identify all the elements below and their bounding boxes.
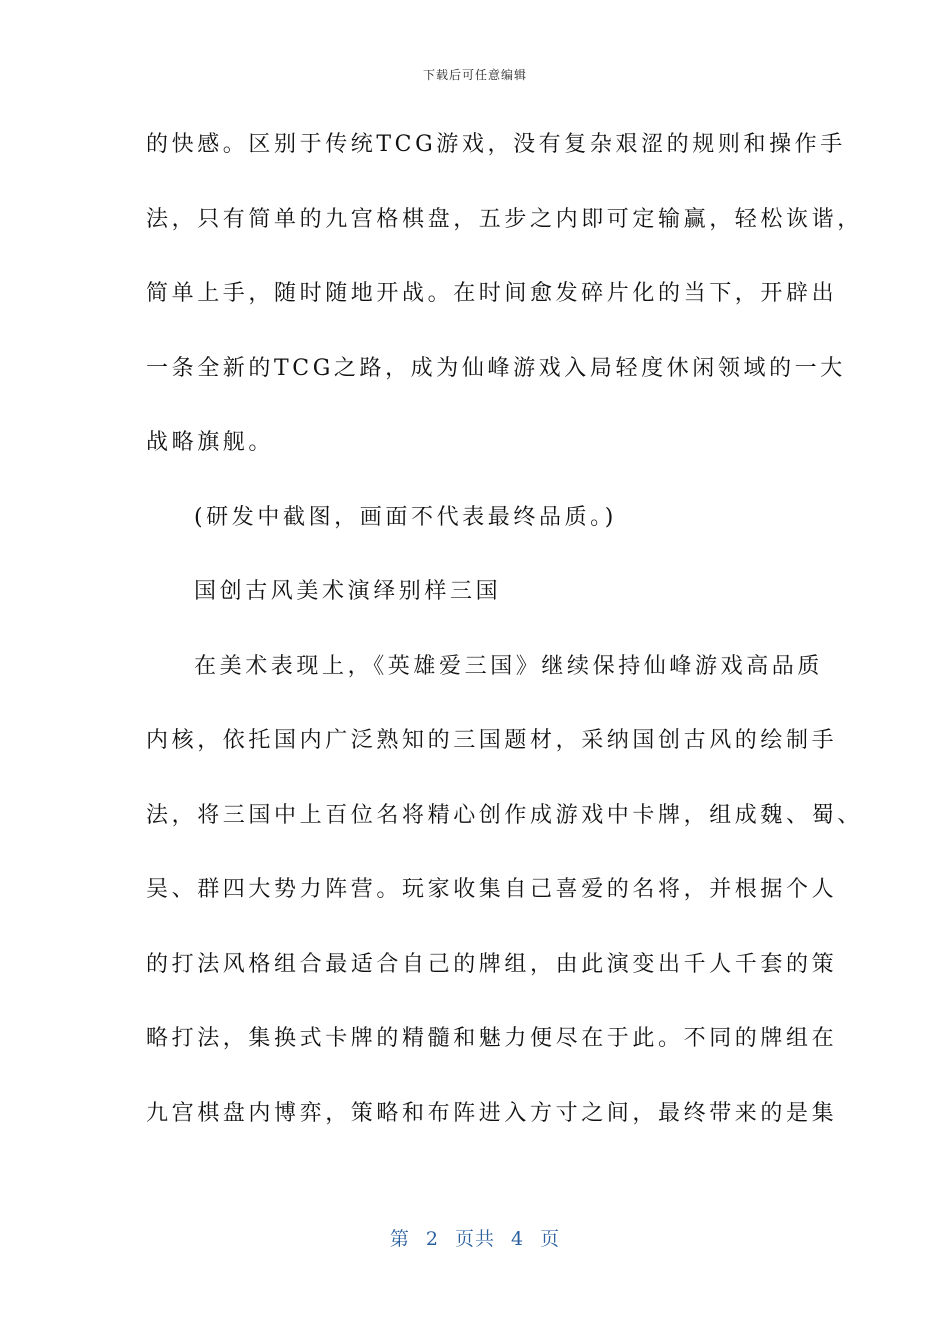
image-caption: (研发中截图，画面不代表最终品质。)	[194, 504, 617, 530]
page-header: 下载后可任意编辑	[422, 68, 527, 82]
footer-suffix: 页	[540, 1228, 561, 1250]
body-line: 吴、群四大势力阵营。玩家收集自己喜爱的名将，并根据个人	[146, 877, 838, 902]
body-line: 法，只有简单的九宫格棋盘，五步之内即可定输赢，轻松诙谐，	[146, 206, 863, 232]
body-line: 战略旗舰。	[146, 430, 275, 455]
body-line: 内核，依托国内广泛熟知的三国题材，采纳国创古风的绘制手	[146, 728, 838, 753]
section-heading: 国创古风美术演绎别样三国	[194, 579, 502, 604]
total-page-number: 4	[511, 1228, 525, 1250]
body-line: 的打法风格组合最适合自己的牌组，由此演变出千人千套的策	[146, 951, 838, 977]
body-line: 九宫棋盘内博弈，策略和布阵进入方寸之间，最终带来的是集	[146, 1100, 838, 1126]
body-line: 简单上手，随时随地开战。在时间愈发碎片化的当下，开辟出	[146, 281, 838, 306]
body-line: 的快感。区别于传统TCG游戏，没有复杂艰涩的规则和操作手	[146, 132, 846, 157]
current-page-number: 2	[425, 1228, 439, 1250]
page-footer	[0, 1224, 950, 1251]
body-line: 略打法，集换式卡牌的精髓和魅力便尽在于此。不同的牌组在	[146, 1026, 838, 1051]
document-body	[146, 122, 863, 1165]
footer-prefix: 第	[389, 1228, 410, 1250]
body-line: 一条全新的TCG之路，成为仙峰游戏入局轻度休闲领域的一大	[146, 355, 846, 381]
body-line: 在美术表现上，《英雄爱三国》继续保持仙峰游戏高品质	[194, 653, 824, 679]
footer-middle: 页共	[454, 1228, 495, 1250]
body-line: 法，将三国中上百位名将精心创作成游戏中卡牌，组成魏、蜀、	[146, 802, 863, 828]
